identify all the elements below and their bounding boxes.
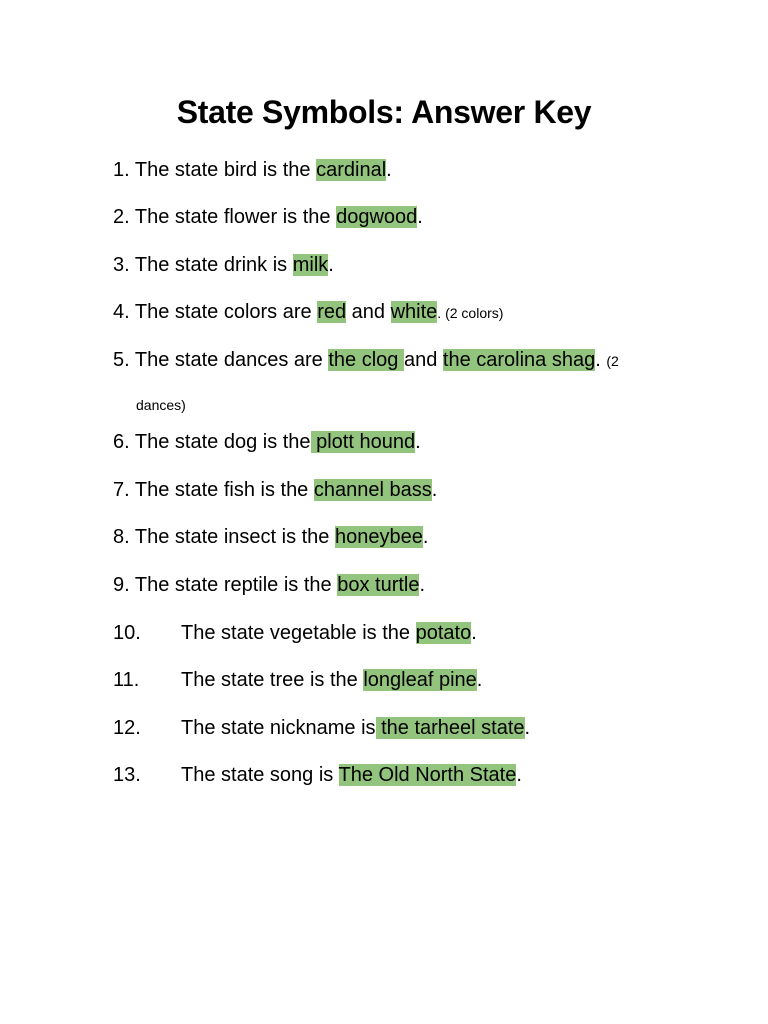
item-text: and [346, 301, 391, 323]
list-item [113, 714, 530, 742]
list-item [113, 346, 619, 375]
item-number: 13. [113, 764, 141, 786]
item-text: The state insect is the [134, 526, 335, 548]
item-number: 3. [113, 254, 130, 276]
item-number: 6. [113, 431, 130, 453]
item-punct: . [422, 526, 429, 548]
answer-highlight: The Old North State [338, 764, 517, 786]
item-note: (2 colors) [445, 305, 504, 321]
list-item [113, 761, 522, 789]
list-item [113, 523, 428, 551]
answer-highlight: honeybee [335, 526, 423, 548]
item-number: 8. [113, 526, 130, 548]
answer-highlight: potato [415, 622, 472, 644]
item-punct: . [471, 622, 477, 644]
answer-highlight: the clog [328, 349, 404, 371]
item-punct: . [419, 574, 426, 596]
answer-highlight: white [390, 301, 438, 323]
answer-highlight: dogwood [336, 206, 418, 228]
item-text: The state tree is the [181, 669, 364, 691]
item-number: 1. [113, 159, 130, 181]
answer-highlight: milk [292, 254, 329, 276]
item-punct: . [328, 254, 334, 276]
answer-highlight: the carolina shag [442, 349, 596, 371]
item-number: 9. [113, 574, 130, 596]
item-number: 10. [113, 622, 141, 644]
item-punct: . [415, 431, 421, 453]
list-item [113, 571, 425, 599]
answer-highlight: the tarheel state [375, 717, 525, 739]
item-number: 11. [113, 669, 140, 691]
answer-highlight: cardinal [316, 159, 387, 181]
answer-highlight: plott hound [310, 431, 416, 453]
item-note: (2 [606, 353, 619, 369]
item-number: 12. [113, 717, 141, 739]
item-text: The state song is [181, 764, 339, 786]
answer-highlight: longleaf pine [363, 669, 477, 691]
item-text: The state reptile is the [134, 574, 338, 596]
item-punct: . [595, 349, 607, 371]
item-number: 4. [113, 301, 130, 323]
item-text: The state dances are [134, 349, 329, 371]
item-punct: . [386, 159, 392, 181]
item-punct: . [431, 479, 438, 501]
list-item [113, 156, 392, 184]
item-text: The state vegetable is the [181, 622, 416, 644]
item-number: 2. [113, 206, 130, 228]
item-number: 5. [113, 349, 130, 371]
item-number: 7. [113, 479, 130, 501]
answer-highlight: box turtle [337, 574, 420, 596]
item-text: The state bird is the [134, 159, 317, 181]
item-text: The state nickname is [181, 717, 376, 739]
item-text: The state drink is [134, 254, 293, 276]
item-text: The state dog is the [134, 431, 311, 453]
item-text: and [403, 349, 443, 371]
list-item [113, 476, 437, 504]
list-item [113, 298, 503, 327]
list-item [113, 251, 334, 279]
list-item [113, 666, 482, 694]
item-punct: . [516, 764, 522, 786]
item-punct: . [437, 305, 446, 321]
answer-highlight: red [317, 301, 347, 323]
item-punct: . [417, 206, 423, 228]
list-item [113, 203, 423, 231]
page-title: State Symbols: Answer Key [176, 94, 592, 130]
item-text: The state fish is the [134, 479, 314, 501]
item-text: The state flower is the [134, 206, 337, 228]
list-item [113, 428, 421, 456]
item-text: The state colors are [134, 301, 318, 323]
list-item [113, 619, 477, 647]
item-note-continuation: dances) [136, 397, 186, 413]
item-punct: . [476, 669, 483, 691]
item-punct: . [524, 717, 531, 739]
answer-highlight: channel bass [313, 479, 432, 501]
